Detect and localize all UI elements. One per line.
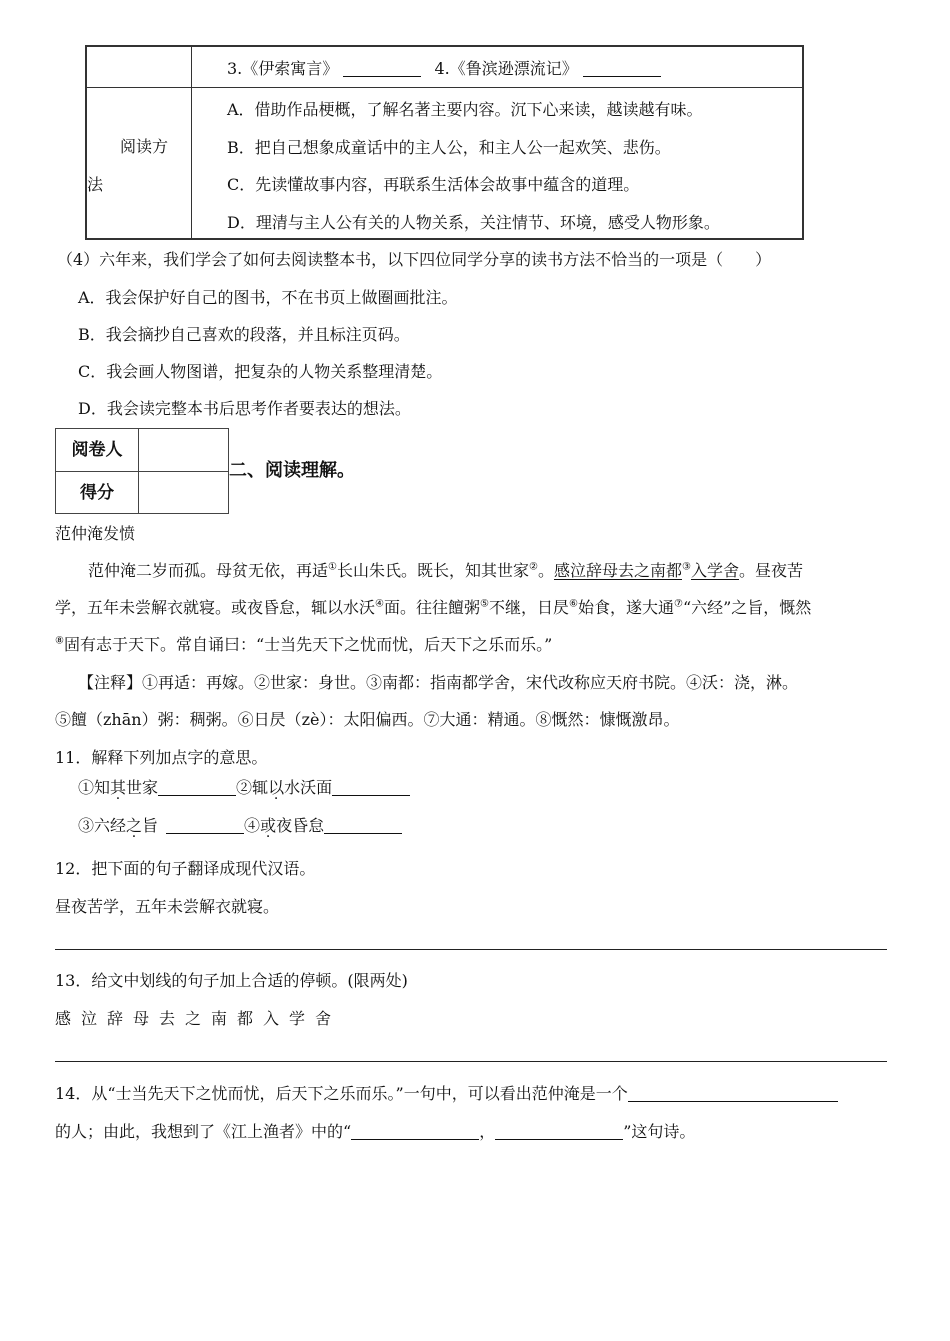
answer-blank[interactable] [166,817,244,834]
section-title: 二、阅读理解。 [229,460,355,481]
answer-blank[interactable] [628,1085,838,1102]
q11-items-row2: ③六经之旨 ④或夜昏怠 [78,816,402,836]
reading-methods-table [85,45,804,240]
grader-box [55,428,229,514]
underlined-sentence: 入学舍 [690,561,739,580]
answer-line[interactable] [55,1061,887,1062]
q4-option-d[interactable]: D．我会读完整本书后思考作者要表达的想法。 [78,399,411,418]
q13-sentence: 感泣辞母去之南都入学舍 [55,1009,342,1028]
answer-blank[interactable] [351,1123,479,1140]
row-label: 阅读方 [120,137,169,156]
q14-line-2: 的人；由此，我想到了《江上渔者》中的“ ， ”这句诗。 [55,1122,696,1141]
q4-option-a[interactable]: A．我会保护好自己的图书，不在书页上做圈画批注。 [78,288,458,307]
q4-option-b[interactable]: B．我会摘抄自己喜欢的段落，并且标注页码。 [78,325,410,344]
answer-blank[interactable] [332,779,410,796]
q13-stem: 13．给文中划线的句子加上合适的停顿。(限两处) [55,971,408,990]
answer-blank[interactable] [158,779,236,796]
notes-line-1: 【注释】①再适：再嫁。②世家：身世。③南都：指南都学舍，宋代改称应天府书院。④沃：浇，淋。 [78,673,799,692]
answer-blank[interactable] [583,60,661,77]
method-option-c: C．先读懂故事内容，再联系生活体会故事中蕴含的道理。 [227,175,640,194]
q12-stem: 12．把下面的句子翻译成现代汉语。 [55,859,316,878]
q4-stem: （4）六年来，我们学会了如何去阅读整本书，以下四位同学分享的读书方法不恰当的一项是（ ） [57,250,772,269]
table-divider [191,47,192,238]
underlined-sentence: 感泣辞母去之南都 [553,561,682,580]
method-option-d: D．理清与主人公有关的人物关系，关注情节、环境，感受人物形象。 [227,213,720,232]
table-row-books: 3.《伊索寓言》 4.《鲁滨逊漂流记》 [227,59,661,79]
q12-sentence: 昼夜苦学，五年未尝解衣就寝。 [55,897,280,916]
answer-line[interactable] [55,949,887,950]
notes-line-2: ⑤饘（zhān）粥：稠粥。⑥日昃（zè）：太阳偏西。⑦大通：精通。⑧慨然：慷慨激昂。 [55,710,680,729]
answer-blank[interactable] [343,60,421,77]
q11-stem: 11．解释下列加点字的意思。 [55,748,268,767]
grader-divider [56,471,228,472]
table-divider [87,87,802,88]
q14-line-1: 14．从“士当先天下之忧而忧，后天下之乐而乐。”一句中，可以看出范仲淹是一个 [55,1084,838,1104]
passage-line-3: ⑧固有志于天下。常自诵曰：“士当先天下之忧而忧，后天下之乐而乐。” [55,635,553,654]
passage-line-1: 范仲淹二岁而孤。母贫无依，再适①长山朱氏。既长，知其世家②。感泣辞母去之南都③入学舍。昼夜苦 [88,561,803,580]
method-option-a: A．借助作品梗概，了解名著主要内容。沉下心来读，越读越有味。 [227,100,703,119]
row-label: 法 [87,175,104,194]
answer-blank[interactable] [324,817,402,834]
passage-line-2: 学，五年未尝解衣就寝。或夜昏怠，辄以水沃④面。往往饘粥⑤不继，日昃⑥始食，遂大通⑦“六经”之旨，慨然 [55,598,812,617]
score-label: 得分 [80,483,114,503]
answer-blank[interactable] [495,1123,623,1140]
passage-title: 范仲淹发愤 [55,524,136,543]
reviewer-label: 阅卷人 [71,440,123,460]
method-option-b: B．把自己想象成童话中的主人公，和主人公一起欢笑、悲伤。 [227,138,671,157]
q4-option-c[interactable]: C．我会画人物图谱，把复杂的人物关系整理清楚。 [78,362,443,381]
q11-items-row1: ①知其世家 ②辄以水沃面 [78,778,410,798]
